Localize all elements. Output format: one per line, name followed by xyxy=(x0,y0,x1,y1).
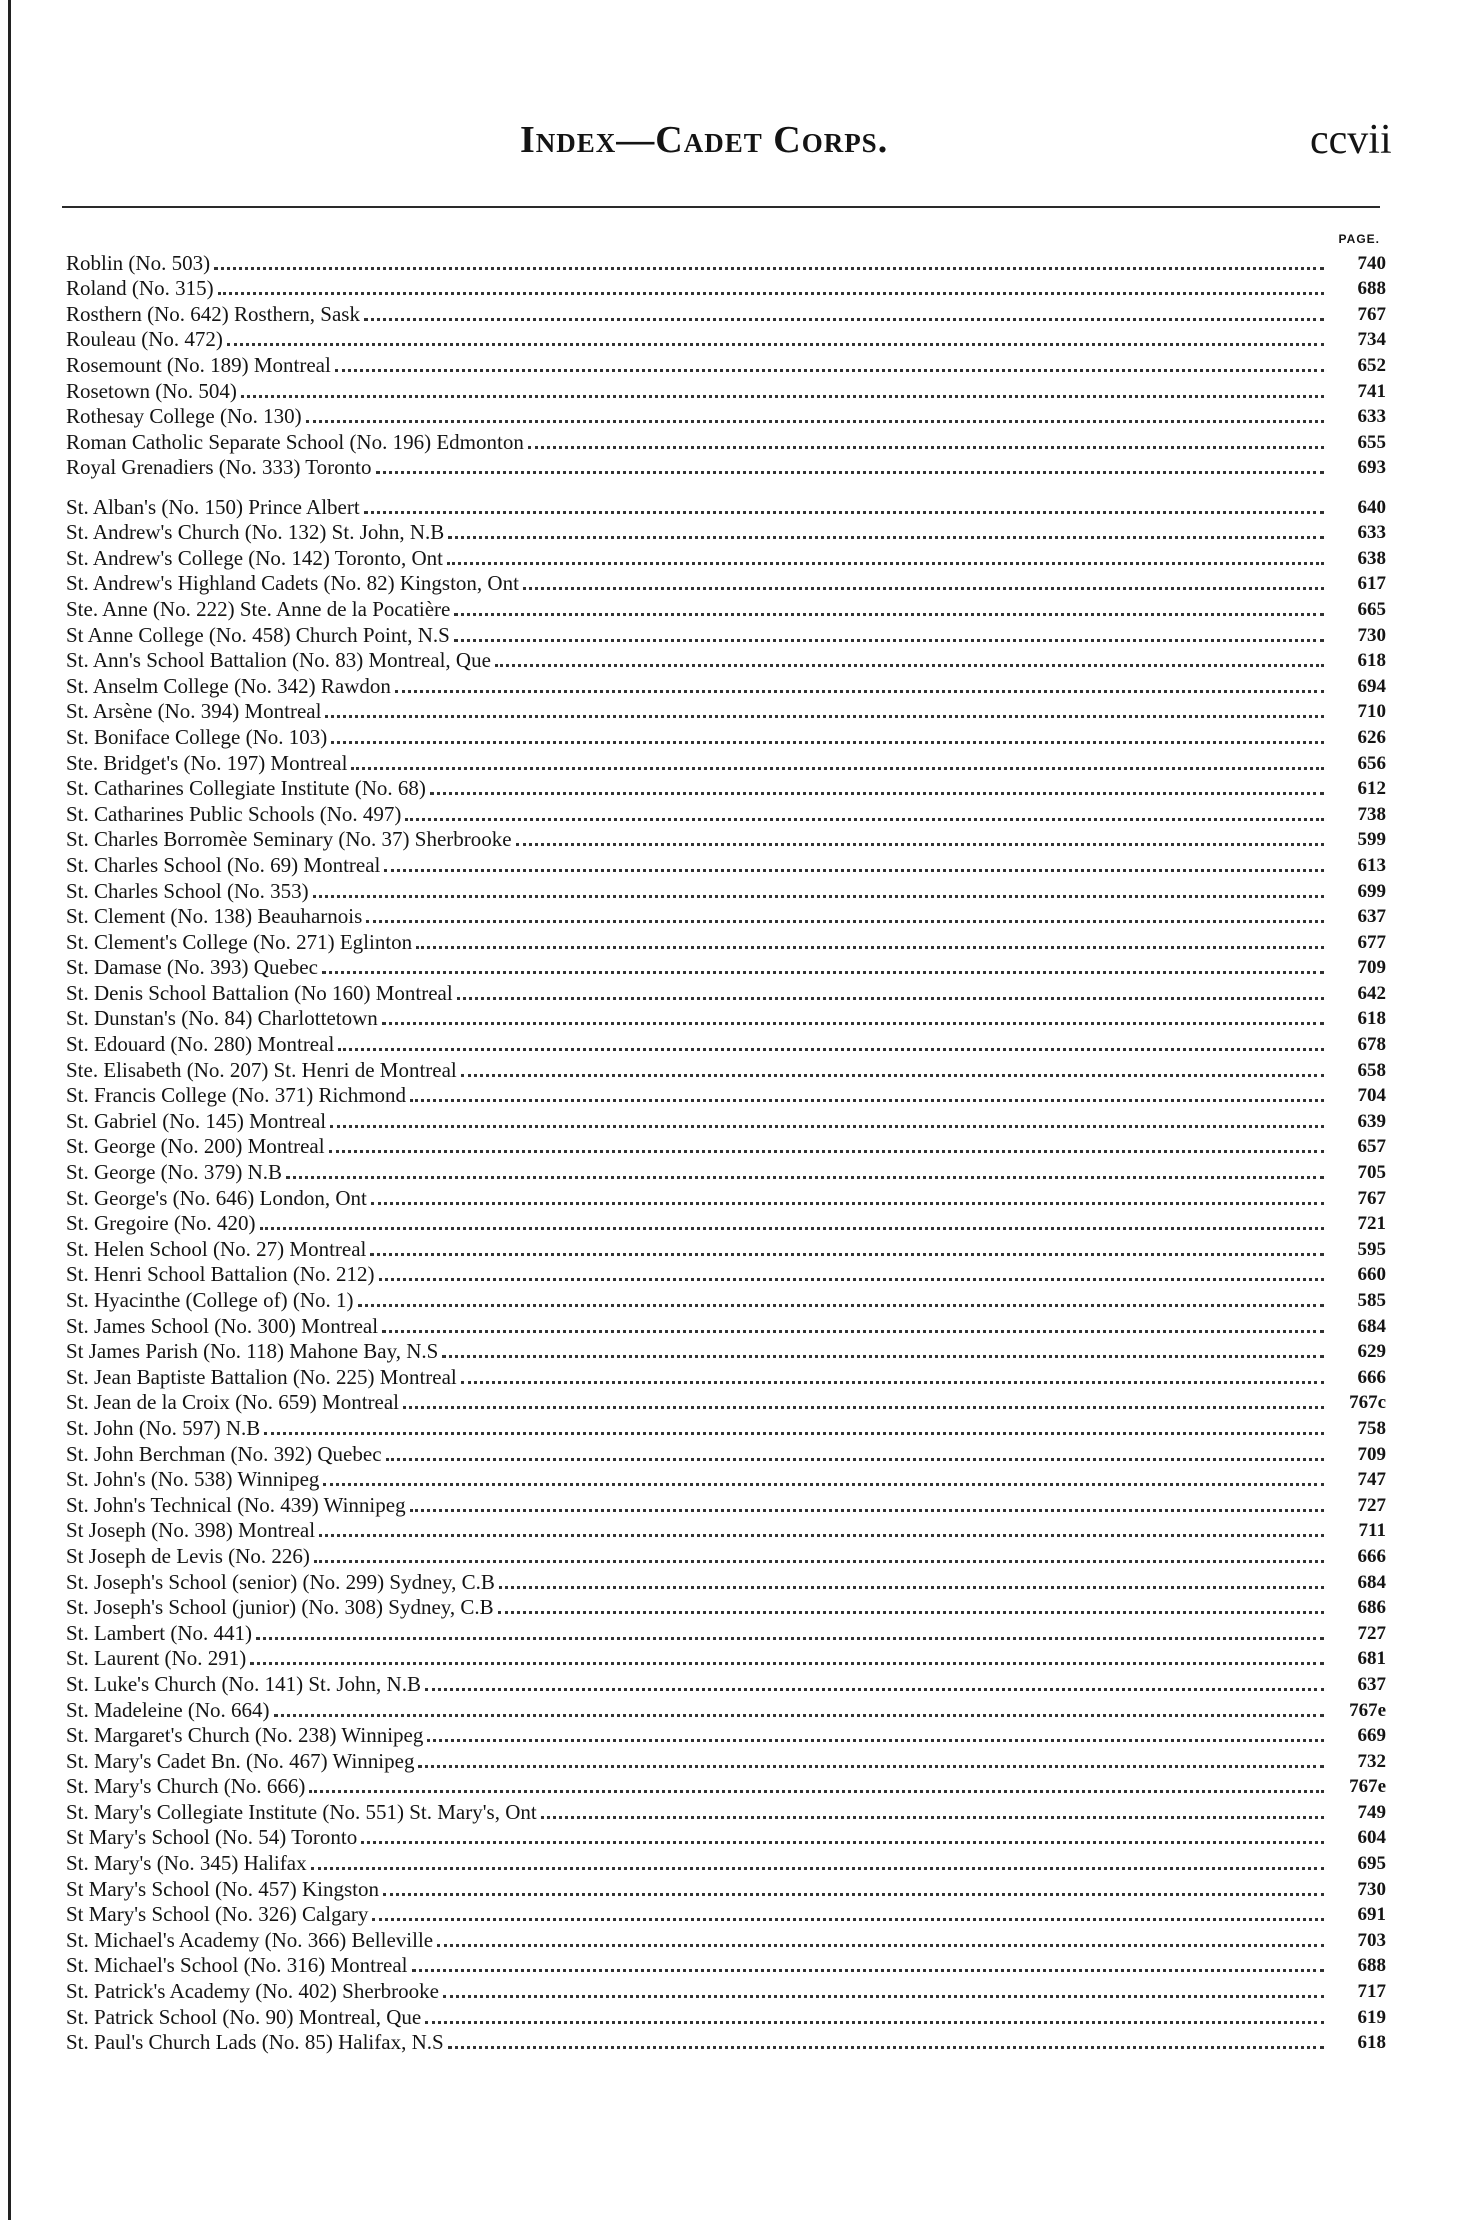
index-entry xyxy=(66,520,1386,546)
entry-name: St. Charles Borromèe Seminary (No. 37) Sherbrooke xyxy=(66,827,512,852)
index-entry xyxy=(66,1825,1386,1851)
entry-page-number: 734 xyxy=(1357,329,1386,351)
entry-name: St. George (No. 200) Montreal xyxy=(66,1134,325,1159)
entry-name: Roland (No. 315) xyxy=(66,276,214,301)
dot-leader xyxy=(430,792,1324,795)
entry-name: St. Andrew's College (No. 142) Toronto, Ont xyxy=(66,545,443,570)
dot-leader xyxy=(461,1074,1324,1077)
entry-name: St. George's (No. 646) London, Ont xyxy=(66,1185,367,1210)
dot-leader xyxy=(523,587,1324,590)
dot-leader xyxy=(325,715,1324,718)
entry-page-number: 738 xyxy=(1357,803,1386,825)
entry-page-number: 638 xyxy=(1357,547,1386,569)
entry-name: St. Clement's College (No. 271) Eglinton xyxy=(66,929,413,954)
dot-leader xyxy=(241,395,1324,398)
entry-page-number: 665 xyxy=(1357,598,1386,620)
entry-page-number: 691 xyxy=(1357,1904,1386,1926)
entry-name: St. Andrew's Church (No. 132) St. John, N.B xyxy=(66,520,445,545)
dot-leader xyxy=(386,1458,1324,1461)
index-entry xyxy=(66,1927,1386,1953)
entry-page-number: 657 xyxy=(1357,1136,1386,1158)
dot-leader xyxy=(382,1022,1324,1025)
entry-name: St. Madeleine (No. 664) xyxy=(66,1697,270,1722)
dot-leader xyxy=(274,1714,1324,1717)
dot-leader xyxy=(313,895,1324,898)
index-entry xyxy=(66,1978,1386,2004)
index-entry xyxy=(66,404,1386,430)
index-entry xyxy=(66,1313,1386,1339)
dot-leader xyxy=(358,1304,1324,1307)
entry-name: St Anne College (No. 458) Church Point, N.S xyxy=(66,622,450,647)
index-entry xyxy=(66,776,1386,802)
index-entry xyxy=(66,878,1386,904)
entry-name: St. Mary's Church (No. 666) xyxy=(66,1774,306,1799)
entry-page-number: 727 xyxy=(1357,1622,1386,1644)
index-entry xyxy=(66,1774,1386,1800)
dot-leader xyxy=(382,1330,1324,1333)
entry-page-number: 709 xyxy=(1357,957,1386,979)
entry-page-number: 626 xyxy=(1357,726,1386,748)
entry-page-number: 642 xyxy=(1357,982,1386,1004)
entry-name: St. Gregoire (No. 420) xyxy=(66,1211,256,1236)
index-entry xyxy=(66,980,1386,1006)
entry-name: St. Michael's Academy (No. 366) Belleville xyxy=(66,1927,434,1952)
entry-page-number: 681 xyxy=(1357,1648,1386,1670)
entry-page-number: 749 xyxy=(1357,1801,1386,1823)
entry-page-number: 767e xyxy=(1349,1776,1386,1798)
dot-leader xyxy=(319,1534,1324,1537)
index-entry xyxy=(66,1467,1386,1493)
entry-page-number: 666 xyxy=(1357,1545,1386,1567)
entry-page-number: 688 xyxy=(1357,278,1386,300)
dot-leader xyxy=(214,267,1324,270)
entry-page-number: 619 xyxy=(1357,2006,1386,2028)
entry-name: St Mary's School (No. 54) Toronto xyxy=(66,1825,358,1850)
entry-name: St. Arsène (No. 394) Montreal xyxy=(66,699,322,724)
entry-page-number: 705 xyxy=(1357,1162,1386,1184)
dot-leader xyxy=(227,343,1324,346)
entry-name: St. Anselm College (No. 342) Rawdon xyxy=(66,673,391,698)
entry-name: St. Andrew's Highland Cadets (No. 82) Kingston, Ont xyxy=(66,571,519,596)
index-entry xyxy=(66,1211,1386,1237)
entry-name: St. John's (No. 538) Winnipeg xyxy=(66,1467,320,1492)
entry-page-number: 767c xyxy=(1349,1392,1386,1414)
entry-page-number: 633 xyxy=(1357,522,1386,544)
entry-page-number: 595 xyxy=(1357,1238,1386,1260)
dot-leader xyxy=(448,536,1324,539)
entry-page-number: 618 xyxy=(1357,2032,1386,2054)
dot-leader xyxy=(416,946,1324,949)
entry-page-number: 629 xyxy=(1357,1341,1386,1363)
entry-name: St. John's Technical (No. 439) Winnipeg xyxy=(66,1492,406,1517)
entry-name: Rothesay College (No. 130) xyxy=(66,404,302,429)
dot-leader xyxy=(410,1509,1324,1512)
entry-page-number: 666 xyxy=(1357,1366,1386,1388)
entry-page-number: 730 xyxy=(1357,624,1386,646)
entry-name: Roman Catholic Separate School (No. 196) Edmonton xyxy=(66,429,524,454)
index-entry xyxy=(66,429,1386,455)
entry-page-number: 740 xyxy=(1357,252,1386,274)
dot-leader xyxy=(457,997,1324,1000)
dot-leader xyxy=(260,1227,1324,1230)
dot-leader xyxy=(372,1918,1324,1921)
entry-page-number: 604 xyxy=(1357,1827,1386,1849)
dot-leader xyxy=(454,613,1324,616)
index-entry xyxy=(66,1620,1386,1646)
dot-leader xyxy=(264,1432,1324,1435)
index-entry xyxy=(66,1492,1386,1518)
index-entry xyxy=(66,1134,1386,1160)
index-entry xyxy=(66,1723,1386,1749)
index-entry xyxy=(66,1799,1386,1825)
index-entry xyxy=(66,1518,1386,1544)
entry-name: St. Ann's School Battalion (No. 83) Montreal, Que xyxy=(66,648,491,673)
entry-name: St Joseph de Levis (No. 226) xyxy=(66,1543,310,1568)
entry-page-number: 732 xyxy=(1357,1750,1386,1772)
entry-page-number: 721 xyxy=(1357,1213,1386,1235)
entry-page-number: 599 xyxy=(1357,829,1386,851)
index-entry xyxy=(66,250,1386,276)
entry-name: St. Denis School Battalion (No 160) Montreal xyxy=(66,980,453,1005)
dot-leader xyxy=(309,1790,1324,1793)
dot-leader xyxy=(403,1406,1324,1409)
dot-leader xyxy=(322,971,1324,974)
entry-page-number: 640 xyxy=(1357,496,1386,518)
index-entry xyxy=(66,1108,1386,1134)
index-entry xyxy=(66,327,1386,353)
entry-page-number: 717 xyxy=(1357,1981,1386,2003)
index-entry xyxy=(66,1595,1386,1621)
page-column-label: PAGE. xyxy=(1338,232,1380,246)
entry-page-number: 618 xyxy=(1357,1008,1386,1030)
entry-name: St Mary's School (No. 326) Calgary xyxy=(66,1902,369,1927)
entry-name: Rosetown (No. 504) xyxy=(66,378,237,403)
dot-leader xyxy=(395,690,1324,693)
header-divider xyxy=(62,206,1380,208)
dot-leader xyxy=(384,869,1324,872)
index-entry xyxy=(66,1415,1386,1441)
dot-leader xyxy=(498,1611,1324,1614)
index-entry xyxy=(66,301,1386,327)
entry-name: St. Hyacinthe (College of) (No. 1) xyxy=(66,1288,354,1312)
dot-leader xyxy=(499,1586,1324,1589)
entry-page-number: 660 xyxy=(1357,1264,1386,1286)
dot-leader xyxy=(541,1816,1324,1819)
entry-name: St. Mary's Collegiate Institute (No. 551) St. Mary's, Ont xyxy=(66,1799,537,1824)
entry-page-number: 617 xyxy=(1357,573,1386,595)
index-entry xyxy=(66,1646,1386,1672)
index-entry xyxy=(66,1543,1386,1569)
dot-leader xyxy=(338,1048,1324,1051)
entry-page-number: 684 xyxy=(1357,1315,1386,1337)
index-entry xyxy=(66,1569,1386,1595)
index-entry xyxy=(66,801,1386,827)
entry-name: St. Catharines Collegiate Institute (No. 68) xyxy=(66,776,426,801)
index-entry xyxy=(66,1364,1386,1390)
entry-name: St. John (No. 597) N.B xyxy=(66,1415,261,1440)
entry-page-number: 618 xyxy=(1357,650,1386,672)
entry-name: St. George (No. 379) N.B xyxy=(66,1160,283,1185)
entry-page-number: 767 xyxy=(1357,1187,1386,1209)
entry-page-number: 703 xyxy=(1357,1929,1386,1951)
dot-leader xyxy=(443,1995,1324,1998)
entry-page-number: 656 xyxy=(1357,752,1386,774)
page-number: ccvii xyxy=(1310,117,1392,163)
index-entry xyxy=(66,750,1386,776)
entry-name: St. Damase (No. 393) Quebec xyxy=(66,955,318,980)
entry-name: St. Joseph's School (senior) (No. 299) Sydney, C.B xyxy=(66,1569,495,1594)
entry-page-number: 747 xyxy=(1357,1469,1386,1491)
entry-name: St. Luke's Church (No. 141) St. John, N.B xyxy=(66,1671,421,1696)
dot-leader xyxy=(351,767,1324,770)
dot-leader xyxy=(364,511,1324,514)
entry-name: St. James School (No. 300) Montreal xyxy=(66,1313,379,1338)
index-entry xyxy=(66,699,1386,725)
entry-page-number: 637 xyxy=(1357,1673,1386,1695)
dot-leader xyxy=(286,1176,1324,1179)
dot-leader xyxy=(442,1355,1324,1358)
entry-name: St James Parish (No. 118) Mahone Bay, N.S xyxy=(66,1339,439,1364)
index-entry xyxy=(66,622,1386,648)
index-group-r xyxy=(66,250,1386,480)
index-group-st xyxy=(66,494,1386,2055)
index-entry xyxy=(66,276,1386,302)
dot-leader xyxy=(366,920,1324,923)
entry-page-number: 677 xyxy=(1357,931,1386,953)
dot-leader xyxy=(412,1969,1325,1972)
dot-leader xyxy=(495,664,1324,667)
index-entry xyxy=(66,1953,1386,1979)
entry-page-number: 767e xyxy=(1349,1699,1386,1721)
entry-page-number: 612 xyxy=(1357,778,1386,800)
dot-leader xyxy=(425,2021,1324,2024)
entry-name: St. Henri School Battalion (No. 212) xyxy=(66,1262,375,1287)
dot-leader xyxy=(364,318,1324,321)
index-entry xyxy=(66,1850,1386,1876)
entry-page-number: 688 xyxy=(1357,1955,1386,1977)
index-entry xyxy=(66,545,1386,571)
entry-name: Ste. Bridget's (No. 197) Montreal xyxy=(66,750,348,775)
entry-name: St. Patrick's Academy (No. 402) Sherbrooke xyxy=(66,1979,439,2004)
entry-name: St. Clement (No. 138) Beauharnois xyxy=(66,904,363,929)
entry-page-number: 684 xyxy=(1357,1571,1386,1593)
entry-name: St. Jean Baptiste Battalion (No. 225) Montreal xyxy=(66,1364,457,1389)
entry-name: St. Joseph's School (junior) (No. 308) Sydney, C.B xyxy=(66,1595,494,1620)
index-entry xyxy=(66,673,1386,699)
entry-page-number: 694 xyxy=(1357,675,1386,697)
entry-page-number: 652 xyxy=(1357,354,1386,376)
entry-name: Rosemount (No. 189) Montreal xyxy=(66,352,331,377)
dot-leader xyxy=(361,1841,1324,1844)
dot-leader xyxy=(376,471,1325,474)
dot-leader xyxy=(335,369,1324,372)
index-entry xyxy=(66,455,1386,481)
dot-leader xyxy=(528,446,1324,449)
entry-page-number: 678 xyxy=(1357,1034,1386,1056)
dot-leader xyxy=(437,1944,1324,1947)
dot-leader xyxy=(448,2046,1324,2049)
index-entry xyxy=(66,1185,1386,1211)
entry-name: St. Charles School (No. 69) Montreal xyxy=(66,852,381,877)
index-entry xyxy=(66,1390,1386,1416)
index-entry xyxy=(66,352,1386,378)
entry-name: St. Lambert (No. 441) xyxy=(66,1620,253,1645)
index-entry xyxy=(66,1236,1386,1262)
entry-page-number: 767 xyxy=(1357,303,1386,325)
entry-page-number: 633 xyxy=(1357,406,1386,428)
dot-leader xyxy=(314,1560,1324,1563)
entry-name: St. Francis College (No. 371) Richmond xyxy=(66,1083,407,1108)
index-entry xyxy=(66,596,1386,622)
entry-name: St. John Berchman (No. 392) Quebec xyxy=(66,1441,382,1466)
index-entry xyxy=(66,1057,1386,1083)
index-entry xyxy=(66,1697,1386,1723)
dot-leader xyxy=(329,1150,1324,1153)
entry-name: St Joseph (No. 398) Montreal xyxy=(66,1518,316,1543)
dot-leader xyxy=(516,843,1324,846)
dot-leader xyxy=(311,1867,1324,1870)
dot-leader xyxy=(330,1125,1324,1128)
index-entry xyxy=(66,1031,1386,1057)
dot-leader xyxy=(410,1099,1324,1102)
index-entry xyxy=(66,1748,1386,1774)
entry-page-number: 704 xyxy=(1357,1085,1386,1107)
dot-leader xyxy=(425,1688,1324,1691)
dot-leader xyxy=(250,1662,1324,1665)
index-entry xyxy=(66,929,1386,955)
entry-name: St. Helen School (No. 27) Montreal xyxy=(66,1236,367,1261)
index-entry xyxy=(66,378,1386,404)
entry-name: Rosthern (No. 642) Rosthern, Sask xyxy=(66,301,360,326)
index-entry xyxy=(66,904,1386,930)
dot-leader xyxy=(306,420,1324,423)
dot-leader xyxy=(323,1483,1324,1486)
entry-name: Ste. Anne (No. 222) Ste. Anne de la Pocatière xyxy=(66,596,451,621)
entry-page-number: 709 xyxy=(1357,1443,1386,1465)
entry-page-number: 758 xyxy=(1357,1417,1386,1439)
dot-leader xyxy=(379,1278,1324,1281)
entry-name: St. Catharines Public Schools (No. 497) xyxy=(66,801,402,826)
index-entry xyxy=(66,1876,1386,1902)
entry-name: St. Mary's (No. 345) Halifax xyxy=(66,1851,307,1876)
entry-page-number: 637 xyxy=(1357,906,1386,928)
entry-page-number: 639 xyxy=(1357,1110,1386,1132)
entry-name: St. Paul's Church Lads (No. 85) Halifax, N.S xyxy=(66,2030,444,2055)
dot-leader xyxy=(371,1202,1324,1205)
entry-page-number: 695 xyxy=(1357,1853,1386,1875)
dot-leader xyxy=(383,1893,1324,1896)
index-entry xyxy=(66,1671,1386,1697)
index-entry xyxy=(66,494,1386,520)
entry-page-number: 711 xyxy=(1358,1520,1386,1542)
binding-edge-rule xyxy=(8,0,11,2220)
index-entry xyxy=(66,1287,1386,1313)
dot-leader xyxy=(461,1381,1324,1384)
entry-name: St. Boniface College (No. 103) xyxy=(66,724,328,749)
index-entry xyxy=(66,724,1386,750)
entry-name: St. Michael's School (No. 316) Montreal xyxy=(66,1953,408,1978)
page-title: Index—Cadet Corps. xyxy=(520,119,889,161)
index-entry xyxy=(66,852,1386,878)
entry-page-number: 585 xyxy=(1357,1290,1386,1311)
entry-name: St. Mary's Cadet Bn. (No. 467) Winnipeg xyxy=(66,1748,415,1773)
entry-page-number: 727 xyxy=(1357,1494,1386,1516)
index-entry xyxy=(66,1339,1386,1365)
index-entry xyxy=(66,827,1386,853)
entry-name: St. Patrick School (No. 90) Montreal, Que xyxy=(66,2004,422,2029)
entry-page-number: 710 xyxy=(1357,701,1386,723)
dot-leader xyxy=(256,1637,1324,1640)
dot-leader xyxy=(370,1253,1324,1256)
index-entry xyxy=(66,1159,1386,1185)
entry-name: St Mary's School (No. 457) Kingston xyxy=(66,1876,379,1901)
entry-name: St. Laurent (No. 291) xyxy=(66,1646,247,1671)
index-entry xyxy=(66,1441,1386,1467)
entry-page-number: 669 xyxy=(1357,1725,1386,1747)
index-entry xyxy=(66,1262,1386,1288)
dot-leader xyxy=(218,292,1324,295)
entry-page-number: 686 xyxy=(1357,1597,1386,1619)
index-entry xyxy=(66,2030,1386,2056)
dot-leader xyxy=(427,1739,1324,1742)
dot-leader xyxy=(447,562,1324,565)
entry-page-number: 658 xyxy=(1357,1059,1386,1081)
index-entry xyxy=(66,1083,1386,1109)
entry-name: St. Margaret's Church (No. 238) Winnipeg xyxy=(66,1723,424,1748)
entry-name: St. Charles School (No. 353) xyxy=(66,878,309,903)
entry-name: St. Jean de la Croix (No. 659) Montreal xyxy=(66,1390,400,1415)
index-entry xyxy=(66,955,1386,981)
entry-name: St. Dunstan's (No. 84) Charlottetown xyxy=(66,1006,378,1031)
entry-page-number: 699 xyxy=(1357,880,1386,902)
index-entry xyxy=(66,571,1386,597)
index-entry xyxy=(66,1902,1386,1928)
entry-name: St. Edouard (No. 280) Montreal xyxy=(66,1032,335,1057)
dot-leader xyxy=(405,818,1324,821)
entry-name: Royal Grenadiers (No. 333) Toronto xyxy=(66,455,372,480)
dot-leader xyxy=(418,1765,1324,1768)
entry-page-number: 741 xyxy=(1357,380,1386,402)
entry-name: Roblin (No. 503) xyxy=(66,250,211,275)
entry-name: St. Gabriel (No. 145) Montreal xyxy=(66,1108,327,1133)
dot-leader xyxy=(331,741,1324,744)
entry-page-number: 693 xyxy=(1357,457,1386,479)
entry-name: Rouleau (No. 472) xyxy=(66,327,223,352)
entry-page-number: 655 xyxy=(1357,431,1386,453)
running-head xyxy=(0,118,1484,178)
entry-name: Ste. Elisabeth (No. 207) St. Henri de Montreal xyxy=(66,1057,457,1082)
entry-page-number: 730 xyxy=(1357,1878,1386,1900)
dot-leader xyxy=(454,639,1324,642)
index-entry xyxy=(66,1006,1386,1032)
entry-page-number: 613 xyxy=(1357,854,1386,876)
entry-name: St. Alban's (No. 150) Prince Albert xyxy=(66,494,360,519)
index-entry xyxy=(66,648,1386,674)
index-entry xyxy=(66,2004,1386,2030)
